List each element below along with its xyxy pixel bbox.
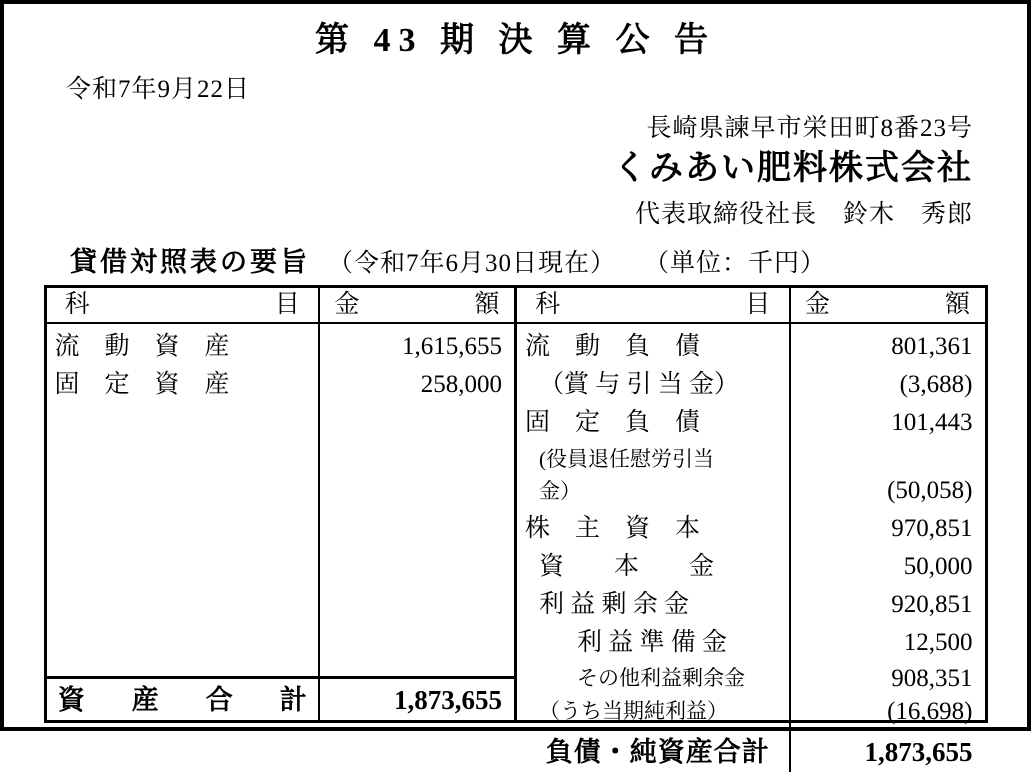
table-row [517,442,789,510]
liabilities-header-row [517,288,985,324]
assets-name-cells [47,324,321,676]
table-row: 1,615,655 [402,333,502,361]
table-row [791,442,985,510]
table-row: 利 益 剰 余 金 [539,591,690,619]
publication-date: 令和7年9月22日 [66,76,251,104]
liabilities-amount-cells [791,324,985,728]
table-row: 固 定 資 産 [54,371,230,399]
table-row: 固 定 負 債 [525,409,701,437]
assets-header-row [47,288,515,324]
liabilities-body [517,324,985,728]
table-row-amount: (50,058) [887,477,973,505]
subtitle-as-of: （令和7年6月30日現在） [328,250,617,278]
table-row: 流 動 資 産 [54,333,230,361]
table-row-line1: (役員退任慰労引当 [539,447,714,472]
liabilities-total-row [517,728,985,772]
table-row-line2: 金） [539,479,581,504]
table-row: 50,000 [903,553,973,581]
table-row: (3,688) [899,371,973,399]
table-row: (16,698) [887,698,973,726]
assets-header-amount: 金 額 [334,291,510,319]
assets-body [47,324,515,676]
company-name: くみあい肥料株式会社 [613,149,973,187]
assets-total-amount: 1,873,655 [394,685,502,716]
table-row: 利 益 準 備 金 [577,629,728,657]
table-row: 920,851 [891,591,973,619]
company-representative: 代表取締役社長 鈴木 秀郎 [634,201,973,229]
liabilities-header-amount: 金 額 [804,291,980,319]
assets-total-label: 資 産 合 計 [47,679,321,720]
table-row: その他利益剰余金 [577,666,745,691]
assets-header-item: 科 目 [47,288,321,322]
subtitle-main: 貸借対照表の要旨 [70,247,310,278]
table-row: 970,851 [891,515,973,543]
table-row: 801,361 [891,333,973,361]
balance-sheet-subtitle [30,240,1001,279]
table-row: 資 本 金 [539,553,715,581]
liabilities-total-label: 負債・純資産合計 [517,731,791,772]
table-row: 101,443 [891,409,973,437]
company-block [30,113,1001,230]
assets-amount-cells [320,324,514,676]
liabilities-total-amount: 1,873,655 [864,737,973,768]
subtitle-unit: （単位：千円） [644,250,827,278]
liabilities-header-item: 科 目 [517,288,791,322]
table-row: （賞 与 引 当 金） [539,371,740,399]
assets-total-row [47,676,515,720]
table-row: 908,351 [891,665,973,693]
table-row: 流 動 負 債 [525,333,701,361]
table-row: （うち当期純利益） [539,699,728,724]
liabilities-name-cells [517,324,791,728]
company-address: 長崎県諫早市栄田町8番23号 [646,115,973,143]
table-row: 株 主 資 本 [525,515,701,543]
liabilities-column [517,288,985,768]
assets-column [47,288,518,720]
table-row: 258,000 [420,371,502,399]
table-row: 12,500 [903,629,973,657]
page-content [4,22,1027,768]
balance-sheet-table [44,285,988,768]
page-title: 第 43 期 決 算 公 告 [315,22,716,59]
